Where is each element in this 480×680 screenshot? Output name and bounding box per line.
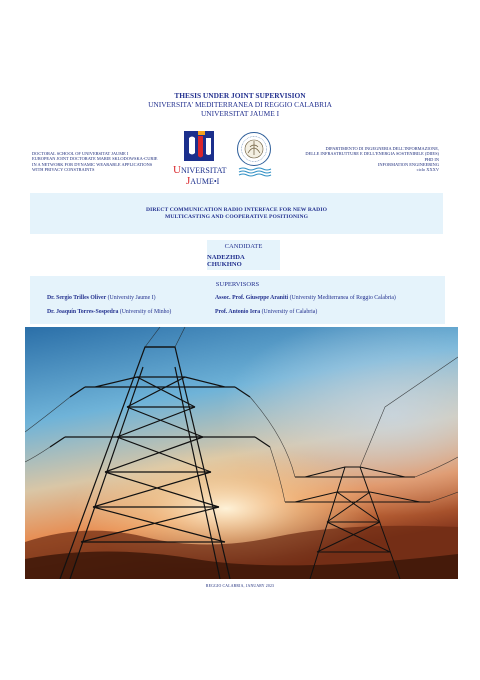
electricity-pylons-illustration [25,327,458,579]
candidate-name: NADEZHDA CHUKHNO [207,253,245,268]
uji-initial-u: U [173,164,181,176]
right-info-line-3: PHD IN [424,156,439,162]
supervisor-1 [47,295,156,301]
uji-initial-j: J [186,175,191,187]
right-info-line-5: ciclo XXXV [416,167,439,173]
supervisor-3 [47,309,171,315]
supervisor-3-name: Dr. Joaquín Torres-Sospedra [47,309,119,315]
supervisor-2 [215,295,396,301]
thesis-header [0,91,480,119]
supervisor-4-name: Prof. Antonio Iera [215,309,261,315]
university-seal-icon [236,131,272,179]
svg-text:UNIVERSITAT [173,164,227,176]
supervisors-box [30,276,445,324]
mediterranea-university-seal [236,131,272,179]
left-info-line-2: EUROPEAN JOINT DOCTORATE MARIE SKLODOWSKA-CURIE [32,156,158,162]
candidate-box [207,240,280,270]
supervisor-4-affiliation: (University of Calabria) [260,309,318,315]
supervisors-label: SUPERVISORS [215,281,260,288]
left-info-line-4: WITH PRIVACY CONSTRAINTS [32,166,95,172]
header-line-2: UNIVERSITA' MEDITERRANEA DI REGGIO CALABRIA [148,100,332,110]
universitat-jaume-i-logo [172,129,228,187]
right-info-line-4: INFORMATION ENGINEERING [377,161,439,167]
svg-text:JAUME•I [186,175,220,187]
header-line-1: THESIS UNDER JOINT SUPERVISION [174,91,306,100]
supervisor-4 [215,309,317,315]
thesis-title-box [30,193,443,234]
thesis-title-line-2: MULTICASTING AND COOPERATIVE POSITIONING [164,213,309,220]
left-info-line-3: IN A NETWORK FOR DYNAMIC WEARABLE APPLICATIONS [32,161,153,167]
left-info-line-1: DOCTORAL SCHOOL OF UNIVERSITAT JAUME I [32,151,129,156]
uji-word-aume: AUME•I [190,177,220,186]
power-lines-cover-photo [25,327,458,579]
supervisor-1-affiliation: (University Jaume I) [106,295,156,301]
uji-word-niversitat: NIVERSITAT [180,166,227,175]
supervisor-1-name: Dr. Sergio Trilles Oliver [47,295,107,301]
supervisor-2-affiliation: (University Mediterranea of Reggio Calabria) [288,295,396,301]
supervisor-3-affiliation: (University of Minho) [118,309,172,315]
place-and-date: REGGIO CALABRIA, JANUARY 2023 [205,584,275,588]
supervisor-2-name: Assoc. Prof. Giuseppe Araniti [215,295,289,301]
right-info-line-1: DIPARTIMENTO DI INGEGNERIA DELL'INFORMAZIONE, [325,146,439,151]
candidate-label: CANDIDATE [224,242,263,250]
department-info [269,146,439,172]
header-line-3: UNIVERSITAT JAUME I [200,109,280,119]
thesis-title-line-1: DIRECT COMMUNICATION RADIO INTERFACE FOR NEW RADIO [145,206,328,213]
right-info-line-2: DELLE INFRASTRUTTURE E DELL'ENERGIA SOSTENIBILE (DIIES) [305,151,439,157]
uji-emblem-icon [172,129,228,187]
